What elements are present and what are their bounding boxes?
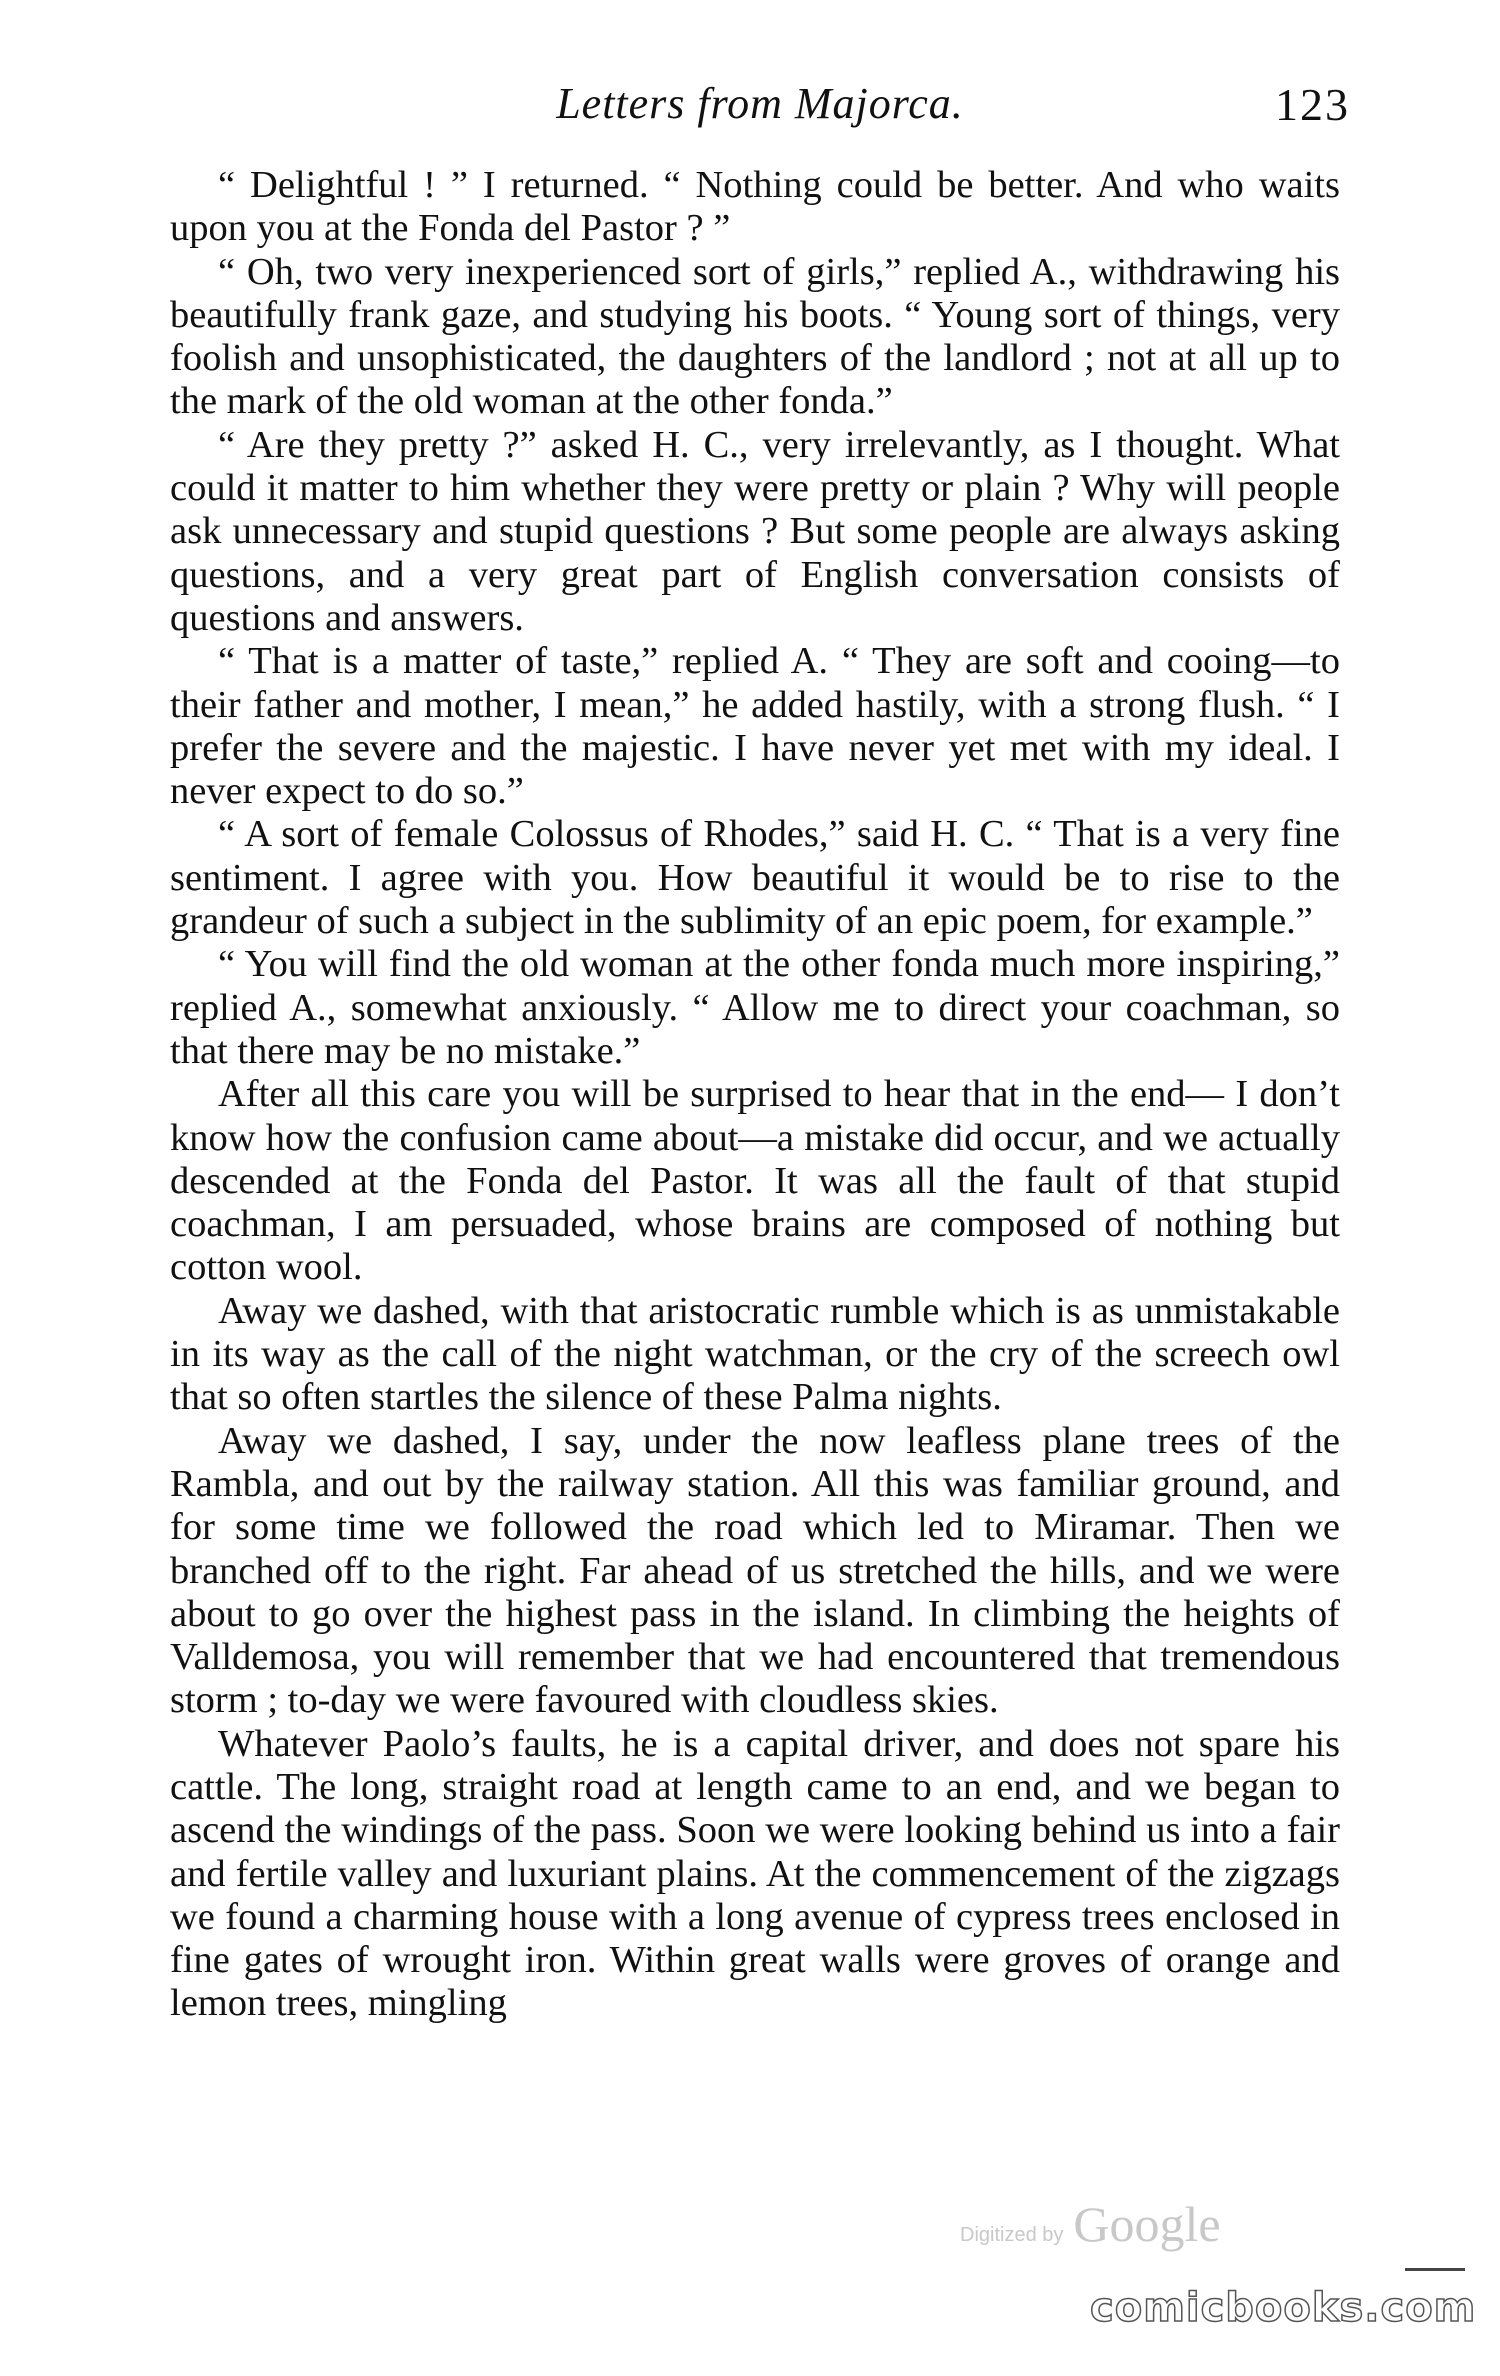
paragraph: “ Delightful ! ” I returned. “ Nothing could be better. And who waits upon you at the Fonda del Pastor ? ” <box>170 164 1340 250</box>
site-watermark: comicbooks.com <box>1090 2285 1477 2331</box>
paragraph: “ That is a matter of taste,” replied A. “ They are soft and cooing—to their father and mother, I mean,” he added hastily, with a strong flush. “ I prefer the severe and the majestic. I have never yet met with my ideal. I never expect to do so.” <box>170 640 1340 813</box>
google-logo: Google <box>1073 2196 1221 2252</box>
page-number: 123 <box>1275 79 1350 130</box>
paragraph: Whatever Paolo’s faults, he is a capital driver, and does not spare his cattle. The long, straight road at length came to an end, and we began to ascend the windings of the pass. Soon we were looking behind us into a fair and fertile valley and luxuriant plains. At the commencement of the zigzags we found a charming house with a long avenue of cypress trees enclosed in fine gates of wrought iron. Within great walls were groves of orange and lemon trees, mingling <box>170 1722 1340 2025</box>
paragraph: “ Oh, two very inexperienced sort of girls,” replied A., withdrawing his beautifully frank gaze, and studying his boots. “ Young sort of things, very foolish and unsophisticated, the daughters of the landlord ; not at all up to the mark of the old woman at the other fonda.” <box>170 250 1340 423</box>
paragraph: “ A sort of female Colossus of Rhodes,” said H. C. “ That is a very fine sentiment. I agree with you. How beautiful it would be to rise to the grandeur of such a subject in the sublimity of an epic poem, for example.” <box>170 813 1340 943</box>
body-text <box>170 164 1340 2026</box>
paragraph: Away we dashed, I say, under the now leafless plane trees of the Rambla, and out by the railway station. All this was familiar ground, and for some time we followed the road which led to Miramar. Then we branched off to the right. Far ahead of us stretched the hills, and we were about to go over the highest pass in the island. In climbing the heights of Valldemosa, you will remember that we had encountered that tremendous storm ; to-day we were favoured with cloudless skies. <box>170 1419 1340 1722</box>
watermark-divider <box>1405 2268 1465 2271</box>
google-watermark <box>960 2195 1221 2255</box>
paragraph: After all this care you will be surprised to hear that in the end— I don’t know how the confusion came about—a mistake did occur, and we actually descended at the Fonda del Pastor. It was all the fault of that stupid coachman, I am persuaded, whose brains are composed of nothing but cotton wool. <box>170 1073 1340 1289</box>
page-header <box>170 78 1350 138</box>
paragraph: Away we dashed, with that aristocratic rumble which is as unmistakable in its way as the call of the night watchman, or the cry of the screech owl that so often startles the silence of these Palma nights. <box>170 1289 1340 1419</box>
paragraph: “ You will find the old woman at the other fonda much more inspiring,” replied A., somewhat anxiously. “ Allow me to direct your coachman, so that there may be no mistake.” <box>170 943 1340 1072</box>
running-title: Letters from Majorca. <box>556 79 964 128</box>
digitized-by-label: Digitized by <box>960 2224 1064 2246</box>
paragraph: “ Are they pretty ?” asked H. C., very irrelevantly, as I thought. What could it matter to him whether they were pretty or plain ? Why will people ask unnecessary and stupid questions ? But some people are always asking questions, and a very great part of English conversation consists of questions and answers. <box>170 423 1340 639</box>
